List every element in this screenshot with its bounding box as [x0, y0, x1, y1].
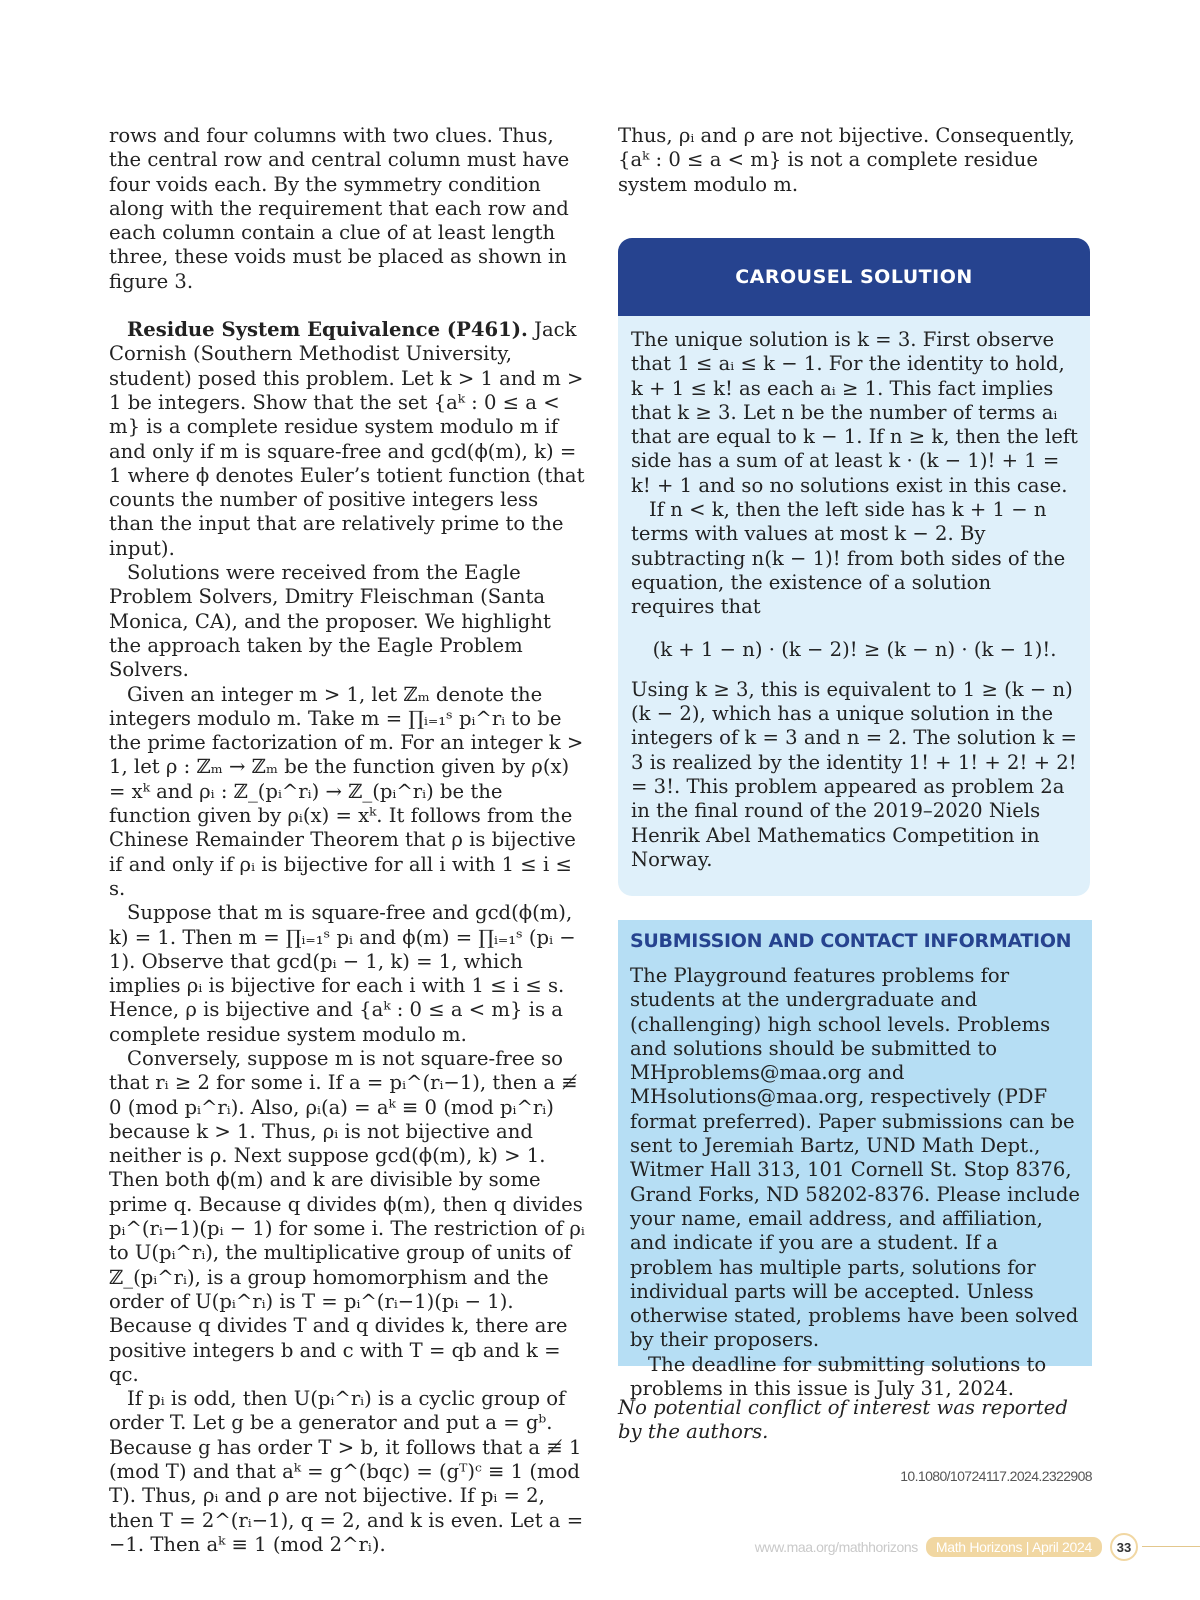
left-paragraph-1: rows and four columns with two clues. Thus, the central row and central column must have four voids each. By the symmetry condition along with the requirement that each row and each column contain a clue of at least length three, these voids must be placed as shown in figure 3. [109, 124, 570, 293]
page-footer [755, 1533, 1138, 1561]
left-column [109, 124, 587, 1557]
carousel-body [618, 316, 1090, 872]
problem-title: Residue System Equivalence (P461). [127, 318, 528, 342]
carousel-solution-box [618, 238, 1090, 896]
left-paragraph-7: If pᵢ is odd, then U(pᵢ^rᵢ) is a cyclic group of order T. Let g be a generator and put a = gᵇ. Because g has order T > b, it follows that a ≢ 1 (mod T) and that aᵏ = g^(bqc) = (gᵀ)ᶜ ≡ 1 (mod T). Thus, ρᵢ and ρ are not bijective. If pᵢ = 2, then T = 2^(rᵢ−1), q = 2, and k is even. Let a = −1. Then aᵏ ≡ 1 (mod 2^rᵢ). [109, 1387, 584, 1556]
carousel-paragraph-3: Using k ≥ 3, this is equivalent to 1 ≥ (k − n)(k − 2), which has a unique solution in the integers of k = 3 and n = 2. The solution k = 3 is realized by the identity 1! + 1! + 2! + 2! = 3!. This problem appeared as problem 2a in the final round of the 2019–2020 Niels Henrik Abel Mathematics Competition in Norway. [631, 677, 1077, 871]
carousel-title: CAROUSEL SOLUTION [618, 238, 1090, 316]
problem-p461-paragraph [109, 318, 587, 561]
problem-statement: Jack Cornish (Southern Methodist University, student) posed this problem. Let k > 1 and m > 1 be integers. Show that the set {aᵏ : 0 ≤ a < m} is a complete residue system modulo m if and only if m is square-free and gcd(ϕ(m), k) = 1 where ϕ denotes Euler’s totient function (that counts the number of positive integers less than the input that are relatively prime to the input). [109, 318, 585, 560]
footer-divider [1142, 1546, 1200, 1547]
left-paragraph-3: Solutions were received from the Eagle Problem Solvers, Dmitry Fleischman (Santa Monica, CA), and the proposer. We highlight the approach taken by the Eagle Problem Solvers. [109, 561, 551, 682]
footer-url-link[interactable]: www.maa.org/mathhorizons [754, 1539, 918, 1555]
submission-paragraph-1: The Playground features problems for students at the undergraduate and (challenging) high school levels. Problems and solutions should be submitted to MHproblems@maa.org and MHsolutions@maa.org, respectively (PDF format preferred). Paper submissions can be sent to Jeremiah Bartz, UND Math Dept., Witmer Hall 313, 101 Cornell St. Stop 8376, Grand Forks, ND 58202-8376. Please include your name, email address, and affiliation, and indicate if you are a student. If a problem has multiple parts, solutions for individual parts will be accepted. Unless otherwise stated, problems have been solved by their proposers. [630, 964, 1081, 1352]
conflict-of-interest-note: No potential conflict of interest was reported by the authors. [618, 1396, 1068, 1444]
left-paragraph-6: Conversely, suppose m is not square-free so that rᵢ ≥ 2 for some i. If a = pᵢ^(rᵢ−1), then a ≢ 0 (mod pᵢ^rᵢ). Also, ρᵢ(a) = aᵏ ≡ 0 (mod pᵢ^rᵢ) because k > 1. Thus, ρᵢ is not bijective and neither is ρ. Next suppose gcd(ϕ(m), k) > 1. Then both ϕ(m) and k are divisible by some prime q. Because q divides ϕ(m), then q divides pᵢ^(rᵢ−1)(pᵢ − 1) for some i. The restriction of ρᵢ to U(pᵢ^rᵢ), the multiplicative group of units of ℤ_(pᵢ^rᵢ), is a group homomorphism and the order of U(pᵢ^rᵢ) is T = pᵢ^(rᵢ−1)(pᵢ − 1). Because q divides T and q divides k, there are positive integers b and c with T = qb and k = qc. [109, 1046, 585, 1386]
carousel-paragraph-2: If n < k, then the left side has k + 1 − n terms with values at most k − 2. By subtracting n(k − 1)! from both sides of the equation, the existence of a solution requires that [631, 498, 1066, 619]
submission-info-box [618, 920, 1092, 1401]
submission-body [618, 952, 1092, 1401]
left-paragraph-5: Suppose that m is square-free and gcd(ϕ(m), k) = 1. Then m = ∏ᵢ₌₁ˢ pᵢ and ϕ(m) = ∏ᵢ₌₁ˢ (pᵢ − 1). Observe that gcd(pᵢ − 1, k) = 1, which implies ρᵢ is bijective for each i with 1 ≤ i ≤ s. Hence, ρ is bijective and {aᵏ : 0 ≤ a < m} is a complete residue system modulo m. [109, 901, 576, 1046]
carousel-paragraph-1: The unique solution is k = 3. First observe that 1 ≤ aᵢ ≤ k − 1. For the identity to hold, k + 1 ≤ k! as each aᵢ ≥ 1. This fact implies that k ≥ 3. Let n be the number of terms aᵢ that are equal to k − 1. If n ≥ k, then the left side has a sum of at least k · (k − 1)! + 1 = k! + 1 and so no solutions exist in this case. [631, 328, 1078, 497]
submission-paragraph-2: The deadline for submitting solutions to problems in this issue is July 31, 2024. [630, 1352, 1047, 1401]
doi-reference: 10.1080/10724117.2024.2322908 [900, 1468, 1092, 1484]
submission-title: SUBMISSION AND CONTACT INFORMATION [630, 930, 1072, 952]
carousel-equation: (k + 1 − n) · (k − 2)! ≥ (k − n) · (k − 1)!. [652, 637, 1057, 661]
footer-issue-badge: Math Horizons | April 2024 [926, 1537, 1102, 1557]
right-paragraph-1: Thus, ρᵢ and ρ are not bijective. Consequently, {aᵏ : 0 ≤ a < m} is not a complete residue system modulo m. [618, 124, 1075, 196]
left-paragraph-4: Given an integer m > 1, let ℤₘ denote the integers modulo m. Take m = ∏ᵢ₌₁ˢ pᵢ^rᵢ to be the prime factorization of m. For an integer k > 1, let ρ : ℤₘ → ℤₘ be the function given by ρ(x) = xᵏ and ρᵢ : ℤ_(pᵢ^rᵢ) → ℤ_(pᵢ^rᵢ) be the function given by ρᵢ(x) = xᵏ. It follows from the Chinese Remainder Theorem that ρ is bijective if and only if ρᵢ is bijective for all i with 1 ≤ i ≤ s. [109, 682, 584, 900]
page-number: 33 [1110, 1533, 1138, 1561]
right-column-top [618, 124, 1088, 197]
